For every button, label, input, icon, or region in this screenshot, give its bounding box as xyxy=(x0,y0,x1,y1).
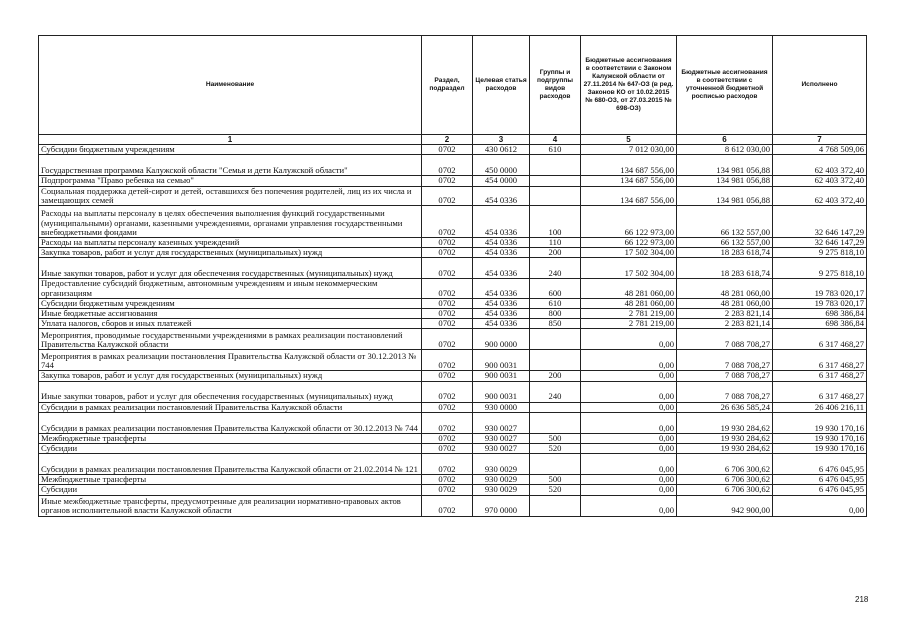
row-name: Субсидии xyxy=(39,444,422,454)
row-group xyxy=(530,155,581,176)
row-executed: 6 317 468,27 xyxy=(773,329,867,350)
col-number: 1 xyxy=(39,135,422,145)
row-budget-law: 17 502 304,00 xyxy=(581,248,677,258)
row-name: Субсидии xyxy=(39,485,422,495)
col-number: 7 xyxy=(773,135,867,145)
row-group xyxy=(530,402,581,412)
row-group: 200 xyxy=(530,371,581,381)
row-budget-refined: 66 132 557,00 xyxy=(677,206,773,238)
row-executed: 19 930 170,16 xyxy=(773,433,867,443)
row-section: 0702 xyxy=(422,238,473,248)
row-name: Мероприятия, проводимые государственными учреждениями в рамках реализации постановлений Правительства Калужской области xyxy=(39,329,422,350)
row-section: 0702 xyxy=(422,475,473,485)
row-budget-refined: 66 132 557,00 xyxy=(677,238,773,248)
row-section: 0702 xyxy=(422,298,473,308)
row-budget-refined: 2 283 821,14 xyxy=(677,319,773,329)
row-name: Субсидии в рамках реализации постановления Правительства Калужской области от 30.12.2013 № 744 xyxy=(39,412,422,433)
row-name: Уплата налогов, сборов и иных платежей xyxy=(39,319,422,329)
row-budget-refined: 8 612 030,00 xyxy=(677,145,773,155)
row-budget-law: 134 687 556,00 xyxy=(581,155,677,176)
row-name: Иные закупки товаров, работ и услуг для обеспечения государственных (муниципальных) нужд xyxy=(39,258,422,279)
row-group xyxy=(530,329,581,350)
table-row xyxy=(39,176,867,186)
row-budget-law: 48 281 060,00 xyxy=(581,298,677,308)
row-budget-law: 0,00 xyxy=(581,402,677,412)
column-number-row xyxy=(39,135,867,145)
header-budget-law: Бюджетные ассигнования в соответствии с Законом Калужской области от 27.11.2014 № 647-ОЗ (в ред. Законов КО от 10.02.2015 № 680-ОЗ, от 27.03.2015 № 698-ОЗ) xyxy=(581,36,677,135)
row-executed: 62 403 372,40 xyxy=(773,155,867,176)
row-section: 0702 xyxy=(422,279,473,298)
row-section: 0702 xyxy=(422,248,473,258)
row-budget-law: 0,00 xyxy=(581,412,677,433)
row-target: 930 0029 xyxy=(473,454,530,475)
row-target: 930 0027 xyxy=(473,444,530,454)
header-group: Группы и подгруппы видов расходов xyxy=(530,36,581,135)
page-number: 218 xyxy=(855,595,869,604)
row-budget-refined: 942 900,00 xyxy=(677,495,773,516)
table-row xyxy=(39,381,867,402)
row-section: 0702 xyxy=(422,444,473,454)
row-section: 0702 xyxy=(422,402,473,412)
row-section: 0702 xyxy=(422,329,473,350)
row-group: 100 xyxy=(530,206,581,238)
budget-table xyxy=(38,35,867,517)
row-budget-law: 134 687 556,00 xyxy=(581,176,677,186)
row-section: 0702 xyxy=(422,258,473,279)
row-budget-refined: 6 706 300,62 xyxy=(677,475,773,485)
row-budget-law: 0,00 xyxy=(581,475,677,485)
row-target: 930 0027 xyxy=(473,433,530,443)
row-executed: 62 403 372,40 xyxy=(773,186,867,205)
row-target: 930 0000 xyxy=(473,402,530,412)
table-row xyxy=(39,155,867,176)
row-executed: 19 930 170,16 xyxy=(773,444,867,454)
row-section: 0702 xyxy=(422,412,473,433)
row-target: 900 0031 xyxy=(473,371,530,381)
row-target: 454 0336 xyxy=(473,206,530,238)
row-target: 900 0031 xyxy=(473,350,530,371)
row-name: Межбюджетные трансферты xyxy=(39,433,422,443)
row-budget-law: 0,00 xyxy=(581,329,677,350)
header-target: Целевая статья расходов xyxy=(473,36,530,135)
row-name: Мероприятия в рамках реализации постановления Правительства Калужской области от 30.12.2013 № 744 xyxy=(39,350,422,371)
row-executed: 0,00 xyxy=(773,495,867,516)
row-group: 110 xyxy=(530,238,581,248)
row-section: 0702 xyxy=(422,454,473,475)
table-row xyxy=(39,350,867,371)
row-target: 450 0000 xyxy=(473,155,530,176)
row-name: Предоставление субсидий бюджетным, автономным учреждениям и иным некоммерческим организациям xyxy=(39,279,422,298)
row-executed: 6 317 468,27 xyxy=(773,371,867,381)
row-budget-law: 7 012 030,00 xyxy=(581,145,677,155)
row-group: 850 xyxy=(530,319,581,329)
row-budget-refined: 7 088 708,27 xyxy=(677,371,773,381)
row-executed: 32 646 147,29 xyxy=(773,206,867,238)
row-name: Закупка товаров, работ и услуг для государственных (муниципальных) нужд xyxy=(39,248,422,258)
row-target: 900 0000 xyxy=(473,329,530,350)
row-group xyxy=(530,176,581,186)
row-budget-refined: 48 281 060,00 xyxy=(677,279,773,298)
row-group xyxy=(530,454,581,475)
row-budget-refined: 7 088 708,27 xyxy=(677,329,773,350)
row-executed: 4 768 509,06 xyxy=(773,145,867,155)
row-target: 454 0336 xyxy=(473,186,530,205)
row-budget-law: 0,00 xyxy=(581,485,677,495)
row-budget-refined: 19 930 284,62 xyxy=(677,444,773,454)
row-budget-law: 17 502 304,00 xyxy=(581,258,677,279)
col-number: 5 xyxy=(581,135,677,145)
row-group: 240 xyxy=(530,381,581,402)
row-budget-refined: 48 281 060,00 xyxy=(677,298,773,308)
row-target: 454 0336 xyxy=(473,279,530,298)
row-target: 930 0027 xyxy=(473,412,530,433)
row-section: 0702 xyxy=(422,145,473,155)
row-name: Социальная поддержка детей-сирот и детей, оставшихся без попечения родителей, лиц из их числа и замещающих семей xyxy=(39,186,422,205)
row-name: Иные закупки товаров, работ и услуг для обеспечения государственных (муниципальных) нужд xyxy=(39,381,422,402)
table-row xyxy=(39,433,867,443)
col-number: 2 xyxy=(422,135,473,145)
row-executed: 9 275 818,10 xyxy=(773,248,867,258)
header-budget-refined: Бюджетные ассигнования в соответствии с уточненной бюджетной росписью расходов xyxy=(677,36,773,135)
row-executed: 26 406 216,11 xyxy=(773,402,867,412)
row-section: 0702 xyxy=(422,309,473,319)
row-group: 800 xyxy=(530,309,581,319)
row-group: 240 xyxy=(530,258,581,279)
row-name: Субсидии в рамках реализации постановлений Правительства Калужской области xyxy=(39,402,422,412)
row-group: 200 xyxy=(530,248,581,258)
row-target: 454 0336 xyxy=(473,309,530,319)
row-budget-refined: 6 706 300,62 xyxy=(677,454,773,475)
row-budget-refined: 134 981 056,88 xyxy=(677,186,773,205)
row-executed: 32 646 147,29 xyxy=(773,238,867,248)
row-budget-law: 0,00 xyxy=(581,350,677,371)
row-budget-refined: 19 930 284,62 xyxy=(677,433,773,443)
table-row xyxy=(39,186,867,205)
col-number: 3 xyxy=(473,135,530,145)
row-target: 930 0029 xyxy=(473,485,530,495)
row-executed: 6 476 045,95 xyxy=(773,454,867,475)
table-row xyxy=(39,206,867,238)
row-section: 0702 xyxy=(422,495,473,516)
row-group: 600 xyxy=(530,279,581,298)
header-executed: Исполнено xyxy=(773,36,867,135)
table-row xyxy=(39,402,867,412)
row-target: 970 0000 xyxy=(473,495,530,516)
table-row xyxy=(39,495,867,516)
row-budget-law: 2 781 219,00 xyxy=(581,319,677,329)
row-group: 500 xyxy=(530,475,581,485)
row-group xyxy=(530,412,581,433)
row-name: Иные межбюджетные трансферты, предусмотренные для реализации нормативно-правовых актов органов исполнительной власти Калужской области xyxy=(39,495,422,516)
header-section: Раздел, подраздел xyxy=(422,36,473,135)
col-number: 6 xyxy=(677,135,773,145)
row-budget-law: 2 781 219,00 xyxy=(581,309,677,319)
table-row xyxy=(39,279,867,298)
row-budget-refined: 6 706 300,62 xyxy=(677,485,773,495)
row-budget-refined: 134 981 056,88 xyxy=(677,176,773,186)
row-budget-refined: 7 088 708,27 xyxy=(677,381,773,402)
col-number: 4 xyxy=(530,135,581,145)
row-budget-law: 0,00 xyxy=(581,381,677,402)
row-section: 0702 xyxy=(422,350,473,371)
table-row xyxy=(39,454,867,475)
table-row xyxy=(39,238,867,248)
table-row xyxy=(39,329,867,350)
row-budget-refined: 19 930 284,62 xyxy=(677,412,773,433)
row-section: 0702 xyxy=(422,176,473,186)
row-target: 430 0612 xyxy=(473,145,530,155)
header-row xyxy=(39,36,867,135)
row-executed: 9 275 818,10 xyxy=(773,258,867,279)
row-target: 454 0336 xyxy=(473,319,530,329)
row-executed: 62 403 372,40 xyxy=(773,176,867,186)
row-name: Расходы на выплаты персоналу в целях обеспечения выполнения функций государственными (муниципальными) органами, казенными учреждениями, органами управления государственными внебюджетными фондами xyxy=(39,206,422,238)
row-budget-law: 0,00 xyxy=(581,444,677,454)
row-budget-law: 48 281 060,00 xyxy=(581,279,677,298)
row-group xyxy=(530,350,581,371)
row-group: 520 xyxy=(530,444,581,454)
table-row xyxy=(39,298,867,308)
row-group: 610 xyxy=(530,145,581,155)
table-row xyxy=(39,309,867,319)
table-row xyxy=(39,248,867,258)
row-name: Государственная программа Калужской области "Семья и дети Калужской области" xyxy=(39,155,422,176)
row-section: 0702 xyxy=(422,371,473,381)
row-name: Иные бюджетные ассигнования xyxy=(39,309,422,319)
table-row xyxy=(39,258,867,279)
row-executed: 6 476 045,95 xyxy=(773,485,867,495)
row-group: 520 xyxy=(530,485,581,495)
row-budget-law: 0,00 xyxy=(581,433,677,443)
row-section: 0702 xyxy=(422,485,473,495)
row-budget-refined: 26 636 585,24 xyxy=(677,402,773,412)
row-executed: 19 930 170,16 xyxy=(773,412,867,433)
row-target: 900 0031 xyxy=(473,381,530,402)
row-name: Межбюджетные трансферты xyxy=(39,475,422,485)
row-target: 454 0336 xyxy=(473,258,530,279)
row-group xyxy=(530,186,581,205)
row-executed: 698 386,84 xyxy=(773,319,867,329)
header-name: Наименование xyxy=(39,36,422,135)
row-group: 500 xyxy=(530,433,581,443)
row-section: 0702 xyxy=(422,319,473,329)
row-section: 0702 xyxy=(422,155,473,176)
row-executed: 19 783 020,17 xyxy=(773,279,867,298)
row-section: 0702 xyxy=(422,433,473,443)
row-executed: 6 476 045,95 xyxy=(773,475,867,485)
row-executed: 698 386,84 xyxy=(773,309,867,319)
row-name: Закупка товаров, работ и услуг для государственных (муниципальных) нужд xyxy=(39,371,422,381)
row-budget-refined: 18 283 618,74 xyxy=(677,248,773,258)
row-budget-refined: 134 981 056,88 xyxy=(677,155,773,176)
row-target: 454 0000 xyxy=(473,176,530,186)
row-name: Субсидии в рамках реализации постановления Правительства Калужской области от 21.02.2014 № 121 xyxy=(39,454,422,475)
row-group xyxy=(530,495,581,516)
row-budget-refined: 18 283 618,74 xyxy=(677,258,773,279)
row-budget-law: 66 122 973,00 xyxy=(581,238,677,248)
row-section: 0702 xyxy=(422,381,473,402)
row-target: 930 0029 xyxy=(473,475,530,485)
row-name: Субсидии бюджетным учреждениям xyxy=(39,298,422,308)
row-executed: 6 317 468,27 xyxy=(773,381,867,402)
row-group: 610 xyxy=(530,298,581,308)
row-executed: 6 317 468,27 xyxy=(773,350,867,371)
row-section: 0702 xyxy=(422,206,473,238)
table-row xyxy=(39,444,867,454)
row-budget-law: 0,00 xyxy=(581,454,677,475)
row-target: 454 0336 xyxy=(473,238,530,248)
table-row xyxy=(39,371,867,381)
row-budget-law: 66 122 973,00 xyxy=(581,206,677,238)
row-name: Подпрограмма "Право ребенка на семью" xyxy=(39,176,422,186)
row-budget-law: 134 687 556,00 xyxy=(581,186,677,205)
row-name: Расходы на выплаты персоналу казенных учреждений xyxy=(39,238,422,248)
table-row xyxy=(39,475,867,485)
table-row xyxy=(39,412,867,433)
table-row xyxy=(39,145,867,155)
row-executed: 19 783 020,17 xyxy=(773,298,867,308)
row-budget-refined: 7 088 708,27 xyxy=(677,350,773,371)
row-name: Субсидии бюджетным учреждениям xyxy=(39,145,422,155)
row-target: 454 0336 xyxy=(473,248,530,258)
row-budget-law: 0,00 xyxy=(581,371,677,381)
row-budget-law: 0,00 xyxy=(581,495,677,516)
row-target: 454 0336 xyxy=(473,298,530,308)
row-section: 0702 xyxy=(422,186,473,205)
table-row xyxy=(39,485,867,495)
table-row xyxy=(39,319,867,329)
row-budget-refined: 2 283 821,14 xyxy=(677,309,773,319)
